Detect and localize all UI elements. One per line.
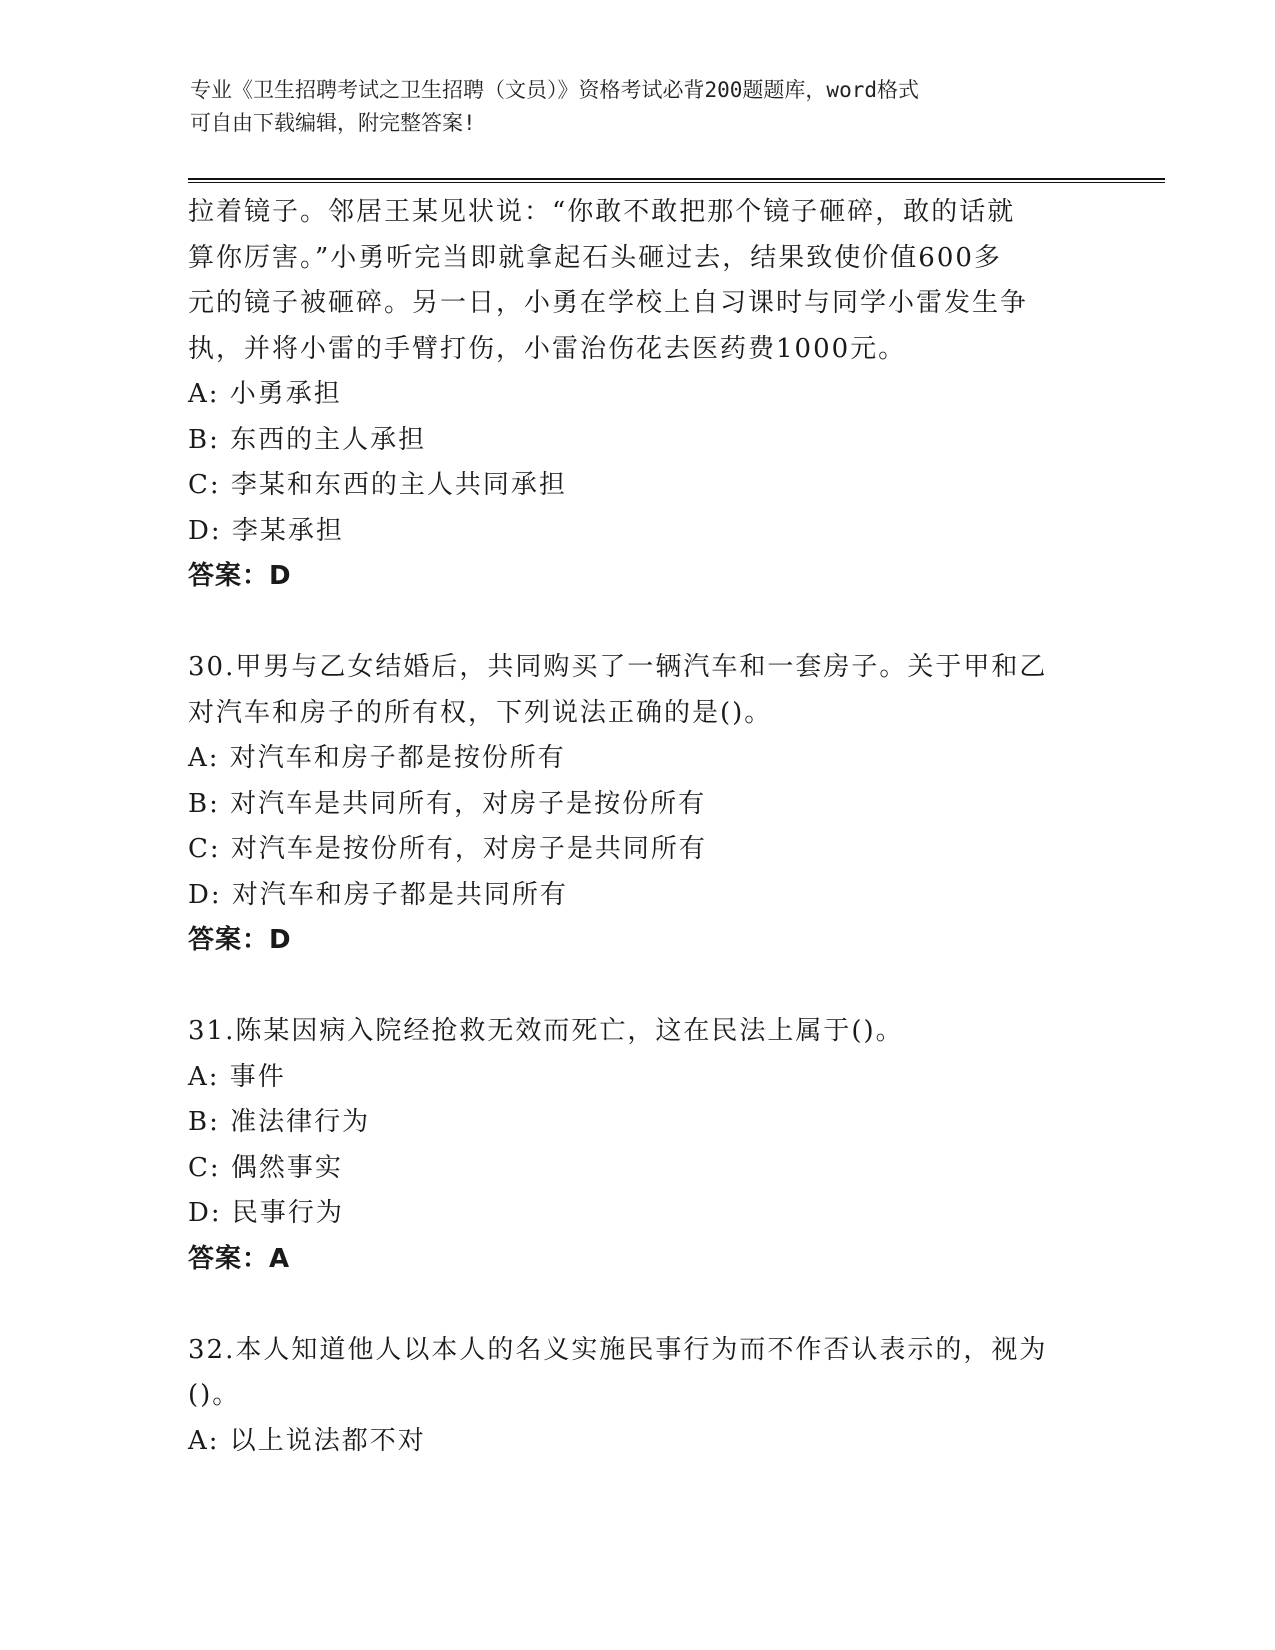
question-31 <box>188 1009 1088 1282</box>
option-c: C: 偶然事实 <box>188 1152 343 1183</box>
question-32 <box>188 1328 1088 1465</box>
question-29 <box>188 190 1088 600</box>
answer-line: 答案：D <box>188 561 292 591</box>
question-text-line: 32.本人知道他人以本人的名义实施民事行为而不作否认表示的，视为 <box>188 1334 1048 1365</box>
question-text-line: 对汽车和房子的所有权，下列说法正确的是()。 <box>188 697 773 728</box>
option-a: A: 对汽车和房子都是按份所有 <box>188 743 566 773</box>
option-b: B: 对汽车是共同所有，对房子是按份所有 <box>188 788 707 819</box>
option-d: D: 民事行为 <box>188 1198 344 1228</box>
question-text-line: 31.陈某因病入院经抢救无效而死亡，这在民法上属于()。 <box>188 1016 904 1046</box>
option-c: C: 李某和东西的主人共同承担 <box>188 470 567 500</box>
spacer <box>188 600 1088 646</box>
question-text-line: 执，并将小雷的手臂打伤，小雷治伤花去医药费1000元。 <box>188 333 907 364</box>
header-divider <box>188 178 1165 183</box>
spacer <box>188 1282 1088 1328</box>
option-b: B: 东西的主人承担 <box>188 424 427 455</box>
question-text-line: ()。 <box>188 1380 241 1410</box>
question-30 <box>188 645 1088 964</box>
option-a: A: 小勇承担 <box>188 379 342 409</box>
question-list <box>188 190 1088 1464</box>
answer-line: 答案：A <box>188 1243 291 1274</box>
option-c: C: 对汽车是按份所有，对房子是共同所有 <box>188 834 707 864</box>
answer-line: 答案：D <box>188 925 292 955</box>
question-text-line: 30.甲男与乙女结婚后，共同购买了一辆汽车和一套房子。关于甲和乙 <box>188 652 1048 682</box>
spacer <box>188 964 1088 1010</box>
option-d: D: 对汽车和房子都是共同所有 <box>188 879 568 910</box>
header-line-2: 可自由下载编辑，附完整答案! <box>190 111 476 135</box>
option-a: A: 事件 <box>188 1061 286 1092</box>
option-b: B: 准法律行为 <box>188 1107 371 1137</box>
document-header <box>190 74 1090 140</box>
question-text-line: 拉着镜子。邻居王某见状说：“你敢不敢把那个镜子砸碎，敢的话就 <box>188 197 1016 227</box>
question-text-line: 元的镜子被砸碎。另一日，小勇在学校上自习课时与同学小雷发生争 <box>188 288 1029 318</box>
header-line-1: 专业《卫生招聘考试之卫生招聘（文员）》资格考试必背200题题库，word格式 <box>190 78 919 102</box>
option-d: D: 李某承担 <box>188 515 344 546</box>
option-a: A: 以上说法都不对 <box>188 1425 426 1456</box>
question-text-line: 算你厉害。”小勇听完当即就拿起石头砸过去，结果致使价值600多 <box>188 242 1002 273</box>
